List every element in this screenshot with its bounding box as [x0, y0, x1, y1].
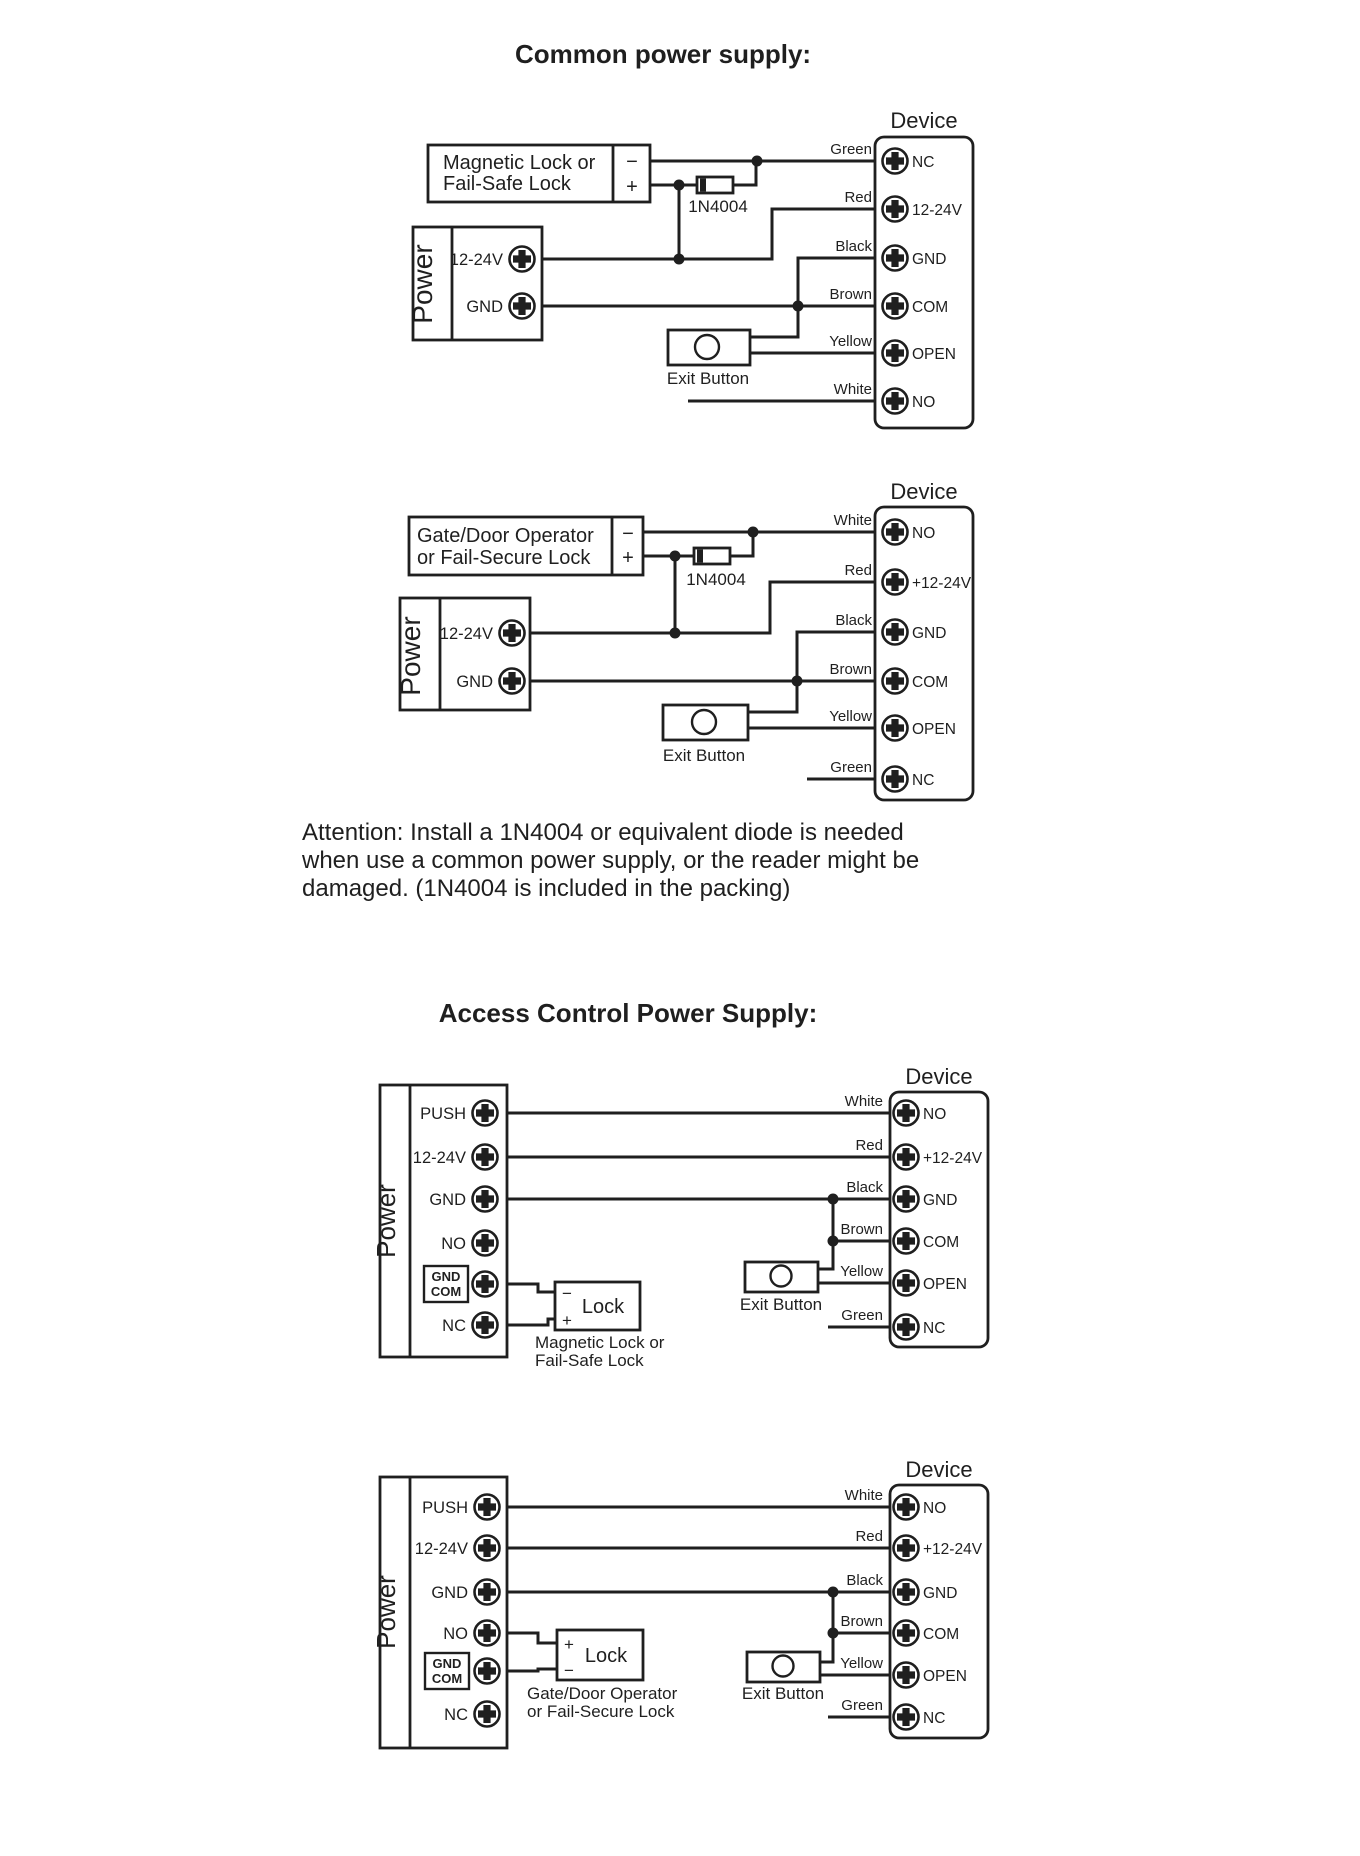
terminal-screw-icon [894, 1663, 919, 1688]
junction-dot [748, 527, 759, 538]
minus-sign: − [626, 151, 638, 173]
diagram-acpsu-failsafe [371, 1064, 988, 1370]
device-terminal-label: COM [912, 674, 949, 691]
wire-color-label: White [833, 381, 872, 398]
device-terminal-label: NO [912, 394, 936, 411]
lock-label: Lock [584, 1645, 628, 1667]
terminal-screw-icon [475, 1621, 500, 1646]
wire-exit-top [750, 306, 798, 337]
attention-note [301, 819, 919, 902]
wire-lock-plus [500, 1633, 557, 1643]
plus-sign: + [564, 1635, 574, 1654]
gnd-com-label-line1: GND [432, 1656, 462, 1671]
wire-exit-top [748, 681, 797, 712]
power-terminal-label: NC [442, 1317, 466, 1335]
terminal-screw-icon [883, 716, 908, 741]
junction-dot [828, 1587, 839, 1598]
junction-dot [792, 676, 803, 687]
terminal-screw-icon [894, 1495, 919, 1520]
wire-color-label: Black [835, 612, 872, 629]
device-title: Device [905, 1064, 973, 1089]
terminal-screw-icon [473, 1145, 498, 1170]
junction-dot [793, 301, 804, 312]
wire-red [525, 582, 883, 633]
device-terminal-label: NO [923, 1106, 947, 1123]
device-box [875, 507, 973, 800]
wire-color-label: Green [830, 141, 872, 158]
wire-color-label: Brown [840, 1221, 883, 1238]
device-terminal-label: COM [923, 1234, 960, 1251]
power-terminal-label: NO [441, 1235, 466, 1253]
wire-color-label: Red [855, 1137, 883, 1154]
device-terminal-label: COM [912, 299, 949, 316]
device-terminal-label: NC [923, 1710, 946, 1727]
wire-color-label: Yellow [829, 333, 872, 350]
wire-color-label: Green [830, 759, 872, 776]
device-terminal-label: COM [923, 1626, 960, 1643]
device-terminal-label: OPEN [912, 721, 956, 738]
device-terminal-label: OPEN [923, 1668, 967, 1685]
terminal-screw-icon [883, 669, 908, 694]
terminal-screw-icon [883, 149, 908, 174]
terminal-screw-icon [883, 197, 908, 222]
junction-dot [674, 180, 685, 191]
lock-box-label-line2: or Fail-Secure Lock [417, 547, 591, 569]
terminal-screw-icon [500, 669, 525, 694]
terminal-screw-icon [883, 341, 908, 366]
power-terminal-label: 12-24V [414, 1540, 468, 1558]
junction-dot [828, 1236, 839, 1247]
power-label: Power [371, 1184, 401, 1258]
wire-color-label: White [844, 1487, 883, 1504]
minus-sign: − [562, 1284, 572, 1303]
wire-color-label: Yellow [829, 708, 872, 725]
wire-color-label: Red [844, 189, 872, 206]
exit-button-circle-icon [773, 1656, 794, 1677]
plus-sign: + [626, 176, 638, 198]
power-terminal-label: 12-24V [449, 251, 503, 269]
power-terminal-label: 12-24V [439, 625, 493, 643]
wire-color-label: Brown [829, 661, 872, 678]
terminal-screw-icon [475, 1495, 500, 1520]
terminal-screw-icon [473, 1101, 498, 1126]
wire-color-label: Brown [840, 1613, 883, 1630]
terminal-screw-icon [883, 294, 908, 319]
device-terminal-label: NC [912, 154, 935, 171]
lock-caption-line2: Fail-Safe Lock [535, 1351, 644, 1370]
exit-button-circle-icon [692, 710, 716, 734]
exit-button-label: Exit Button [666, 369, 750, 388]
power-terminal-label: GND [456, 673, 493, 691]
terminal-screw-icon [510, 294, 535, 319]
wire-color-label: Red [844, 562, 872, 579]
junction-dot [828, 1628, 839, 1639]
terminal-screw-icon [510, 247, 535, 272]
wire-color-label: Yellow [840, 1263, 883, 1280]
exit-button-label: Exit Button [662, 746, 746, 765]
terminal-screw-icon [475, 1659, 500, 1684]
device-box [875, 137, 973, 428]
junction-dot [674, 254, 685, 265]
plus-sign: + [562, 1311, 572, 1330]
wire-color-label: Yellow [840, 1655, 883, 1672]
terminal-screw-icon [475, 1580, 500, 1605]
minus-sign: − [564, 1661, 574, 1680]
terminal-screw-icon [894, 1271, 919, 1296]
diode-label: 1N4004 [688, 197, 748, 216]
terminal-screw-icon [475, 1702, 500, 1727]
power-label: Power [407, 244, 438, 324]
device-terminal-label: GND [912, 251, 947, 268]
terminal-screw-icon [883, 767, 908, 792]
device-terminal-label: NO [912, 525, 936, 542]
junction-dot [752, 156, 763, 167]
gnd-com-label-line2: COM [431, 1671, 463, 1686]
attention-line: when use a common power supply, or the reader might be [302, 847, 920, 874]
device-box [890, 1485, 988, 1738]
wire-red [535, 209, 883, 259]
lock-caption-line1: Gate/Door Operator [527, 1684, 678, 1703]
heading-common-power-supply: Common power supply: [514, 39, 812, 69]
terminal-screw-icon [894, 1145, 919, 1170]
power-label: Power [395, 616, 426, 696]
device-terminal-label: 12-24V [912, 202, 962, 219]
power-terminal-label: GND [466, 298, 503, 316]
wire-color-label: White [844, 1093, 883, 1110]
wire-color-label: Black [835, 238, 872, 255]
device-title: Device [905, 1457, 973, 1482]
terminal-screw-icon [894, 1229, 919, 1254]
attention-line: damaged. (1N4004 is included in the packing) [302, 875, 791, 902]
diagram-common-failsafe [407, 108, 973, 428]
wire-color-label: Red [855, 1528, 883, 1545]
lock-box-label-line2: Fail-Safe Lock [443, 173, 571, 195]
terminal-screw-icon [475, 1536, 500, 1561]
power-terminal-label: NO [443, 1625, 468, 1643]
gnd-com-label-line1: GND [431, 1269, 461, 1284]
terminal-screw-icon [883, 620, 908, 645]
exit-button-label: Exit Button [741, 1684, 825, 1703]
terminal-screw-icon [883, 246, 908, 271]
power-terminal-label: 12-24V [412, 1149, 466, 1167]
diode-stripe [700, 179, 706, 192]
device-terminal-label: GND [923, 1192, 958, 1209]
diode-stripe [697, 550, 703, 563]
lock-box-label-line1: Gate/Door Operator [417, 525, 594, 547]
wire-diode-out [733, 161, 756, 185]
attention-line: Attention: Install a 1N4004 or equivalent diode is needed [302, 819, 904, 846]
device-terminal-label: NC [912, 772, 935, 789]
junction-dot [670, 628, 681, 639]
exit-button-circle-icon [771, 1266, 792, 1287]
wire-color-label: White [833, 512, 872, 529]
device-terminal-label: GND [923, 1585, 958, 1602]
terminal-screw-icon [500, 621, 525, 646]
wire-color-label: Black [846, 1572, 883, 1589]
power-terminal-label: GND [431, 1584, 468, 1602]
terminal-screw-icon [894, 1101, 919, 1126]
terminal-screw-icon [894, 1705, 919, 1730]
terminal-screw-icon [473, 1313, 498, 1338]
device-terminal-label: +12-24V [923, 1150, 983, 1167]
gnd-com-label-line2: COM [430, 1284, 462, 1299]
terminal-screw-icon [883, 389, 908, 414]
device-terminal-label: +12-24V [912, 575, 972, 592]
wire-lock-minus [500, 1669, 557, 1671]
terminal-screw-icon [894, 1621, 919, 1646]
minus-sign: − [622, 523, 634, 545]
terminal-screw-icon [883, 570, 908, 595]
terminal-screw-icon [883, 520, 908, 545]
wire-color-label: Green [841, 1697, 883, 1714]
device-terminal-label: NC [923, 1320, 946, 1337]
heading-access-control-power-supply: Access Control Power Supply: [438, 998, 818, 1028]
junction-dot [828, 1194, 839, 1205]
diode-label: 1N4004 [686, 570, 746, 589]
junction-dot [670, 551, 681, 562]
terminal-screw-icon [894, 1315, 919, 1340]
exit-button-label: Exit Button [739, 1295, 823, 1314]
wire-color-label: Brown [829, 286, 872, 303]
wire-color-label: Green [841, 1307, 883, 1324]
power-terminal-label: NC [444, 1706, 468, 1724]
terminal-screw-icon [894, 1187, 919, 1212]
wire-color-label: Black [846, 1179, 883, 1196]
device-terminal-label: OPEN [923, 1276, 967, 1293]
terminal-screw-icon [473, 1272, 498, 1297]
device-title: Device [890, 108, 958, 133]
lock-caption-line2: or Fail-Secure Lock [527, 1702, 675, 1721]
power-terminal-label: PUSH [420, 1105, 466, 1123]
device-terminal-label: GND [912, 625, 947, 642]
device-box [890, 1092, 988, 1347]
exit-button-circle-icon [695, 335, 719, 359]
device-terminal-label: NO [923, 1500, 947, 1517]
lock-caption-line1: Magnetic Lock or [535, 1333, 665, 1352]
lock-box-label-line1: Magnetic Lock or [443, 152, 596, 174]
lock-label: Lock [581, 1296, 625, 1318]
terminal-screw-icon [894, 1580, 919, 1605]
device-title: Device [890, 479, 958, 504]
plus-sign: + [622, 547, 634, 569]
device-terminal-label: +12-24V [923, 1541, 983, 1558]
diagram-acpsu-failsecure [371, 1457, 988, 1748]
device-terminal-label: OPEN [912, 346, 956, 363]
power-label: Power [371, 1575, 401, 1649]
terminal-screw-icon [473, 1231, 498, 1256]
power-terminal-label: GND [429, 1191, 466, 1209]
terminal-screw-icon [894, 1536, 919, 1561]
terminal-screw-icon [473, 1187, 498, 1212]
diagram-common-failsecure [395, 479, 973, 800]
power-terminal-label: PUSH [422, 1499, 468, 1517]
